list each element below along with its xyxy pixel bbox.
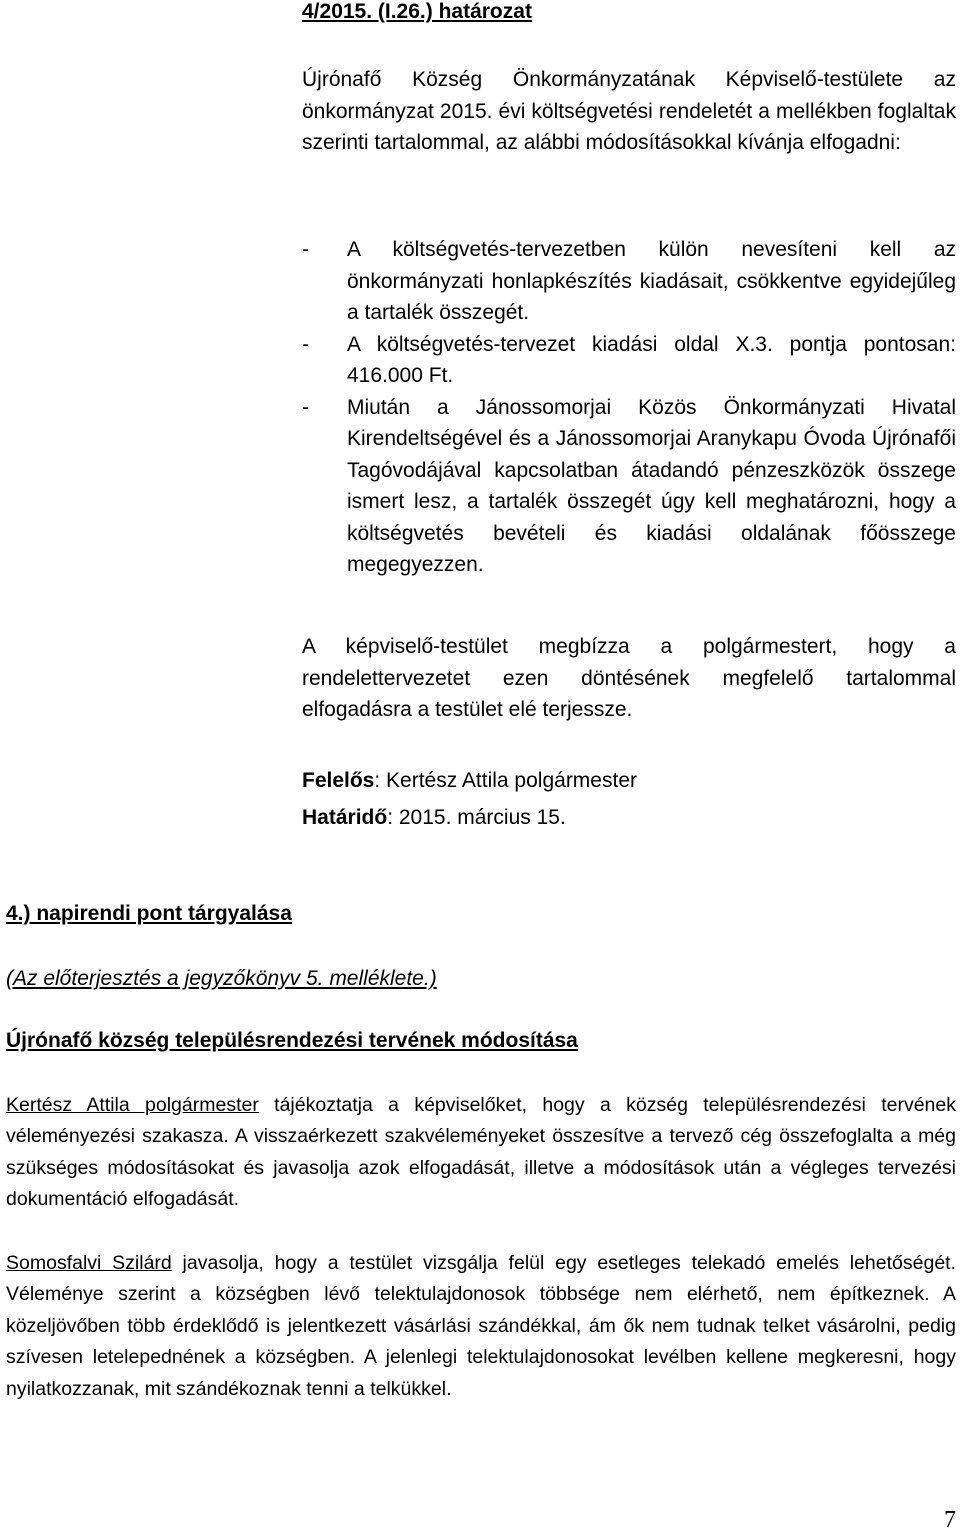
responsible-value: : Kertész Attila polgármester	[374, 769, 637, 792]
member-paragraph	[6, 1248, 956, 1405]
responsible-label: Felelős	[302, 769, 375, 792]
decision-title: 4/2015. (I.26.) határozat	[302, 0, 532, 23]
paragraph-text: javasolja, hogy a testület vizsgálja felül egy esetleges telekadó emelés lehetőségét. Véleménye szerint a községben lévő telektulajdonosok többsége nem elérhető, nem építkeznek. A közeljövőben több érdeklődő is jelentkezett vásárlási szándékkal, ám ők nem tudnak telket vásárolni, pedig szívesen letelepednének a községben. A jelenlegi telektulajdonosokat levélben kellene megkeresni, hogy nyilatkozzanak, mit szándékoznak tenni a telkükkel.	[6, 1252, 956, 1400]
list-dash: -	[302, 395, 309, 419]
deadline-label: Határidő	[302, 806, 388, 829]
list-item-text: Miután a Jánossomorjai Közös Önkormányzati Hivatal Kirendeltségével és a Jánossomorjai Aranykapu Óvoda Újrónafői Tagóvodájával kapcsolatban átadandó pénzeszközök összege ismert lesz, a tartalék összegét úgy kell meghatározni, hogy a költségvetés bevételi és kiadási oldalának főösszege megegyezzen.	[347, 395, 956, 576]
list-item-text: A költségvetés-tervezet kiadási oldal X.3. pontja pontosan: 416.000 Ft.	[347, 332, 956, 387]
decision-intro: Újrónafő Község Önkormányzatának Képviselő-testülete az önkormányzat 2015. évi költségvetési rendeletét a mellékben foglaltak szerinti tartalommal, az alábbi módosításokkal kívánja elfogadni:	[302, 68, 956, 154]
deadline-value: : 2015. március 15.	[387, 806, 566, 829]
agenda-subject: Újrónafő község településrendezési tervének módosítása	[6, 1029, 578, 1052]
responsible-line	[302, 762, 637, 799]
modification-list	[302, 234, 956, 581]
list-dash: -	[302, 238, 309, 261]
paragraph-text: tájékoztatja a képviselőket, hogy a község településrendezési tervének véleményezési szakasza. A visszaérkezett szakvéleményeket összesítve a tervező cég összefoglalta a még szükséges módosításokat és javasolja azok elfogadását, illetve a módosítások után a végleges tervezési dokumentáció elfogadását.	[6, 1094, 956, 1211]
list-item-text: A költségvetés-tervezetben külön nevesíteni kell az önkormányzati honlapkészítés kiadásait, csökkentve egyidejűleg a tartalék összegét.	[347, 238, 956, 324]
list-dash: -	[302, 332, 309, 356]
speaker-name: Kertész Attila polgármester	[6, 1094, 259, 1116]
deadline-line	[302, 799, 566, 836]
page-number: 7	[944, 1507, 956, 1533]
speaker-name: Somosfalvi Szilárd	[6, 1252, 172, 1274]
mayor-paragraph	[6, 1090, 956, 1216]
list-item	[302, 329, 956, 392]
agenda-note: (Az előterjesztés a jegyzőkönyv 5. melléklete.)	[6, 967, 437, 990]
agenda-heading: 4.) napirendi pont tárgyalása	[6, 902, 292, 925]
list-item	[302, 234, 956, 329]
list-item	[302, 392, 956, 581]
mandate-paragraph: A képviselő-testület megbízza a polgármestert, hogy a rendelettervezetet ezen döntésének megfelelő tartalommal elfogadásra a testület elé terjessze.	[302, 635, 956, 721]
